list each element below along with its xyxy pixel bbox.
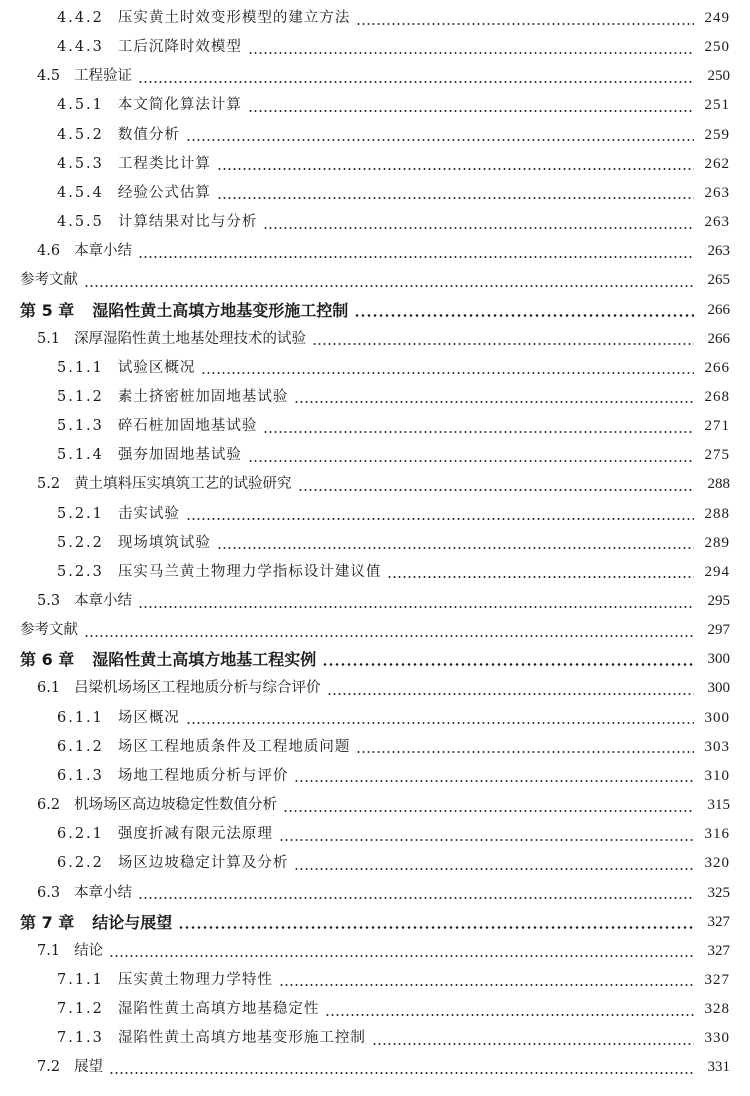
toc-entry-page-number: 268 [704,388,730,405]
toc-chapter-entry[interactable] [0,296,750,325]
toc-entry-page-number: 289 [704,534,730,551]
dot-leader [84,635,694,637]
toc-entry-title: 强度折减有限元法原理 [117,826,273,843]
toc-entry-page-number: 328 [704,1001,730,1018]
toc-entry-page-number: 265 [707,272,730,289]
dot-leader [248,52,694,54]
toc-section-entry[interactable] [0,879,750,908]
toc-entry-page-number: 263 [704,214,730,231]
toc-entry-title: 黄土填料压实填筑工艺的试验研究 [74,476,292,493]
toc-section-entry[interactable] [0,500,750,529]
toc-section-entry[interactable] [0,237,750,266]
dot-leader [356,23,694,25]
dot-leader [109,1072,694,1074]
toc-entry-page-number: 250 [704,39,730,56]
toc-section-entry[interactable] [0,937,750,966]
toc-entry-page-number: 297 [707,622,730,639]
toc-entry-page-number: 262 [704,155,730,172]
toc-entry-number: 6.2 [37,797,61,814]
toc-entry-number: 6.1 [37,680,61,697]
toc-entry-title: 场地工程地质分析与评价 [117,767,289,784]
toc-entry-number: 6.1.1 [57,709,104,726]
toc-entry-title: 机场场区高边坡稳定性数值分析 [74,797,278,814]
toc-section-entry[interactable] [0,91,750,120]
dot-leader [217,547,694,549]
toc-entry-title: 参考文献 [20,272,78,289]
toc-entry-title: 吕梁机场场区工程地质分析与综合评价 [74,680,321,697]
dot-leader [186,139,694,141]
toc-entry-title: 湿陷性黄土高填方地基变形施工控制 [117,1030,366,1047]
dot-leader [201,372,694,374]
dot-leader [217,168,694,170]
toc-entry-page-number: 266 [704,359,730,376]
toc-entry-page-number: 300 [704,709,730,726]
toc-section-entry[interactable] [0,354,750,383]
toc-entry-title: 压实马兰黄土物理力学指标设计建议值 [117,563,382,580]
toc-entry-number: 4.5.2 [57,126,104,143]
toc-entry-title: 结论 [74,942,104,959]
toc-entry-title: 参考文献 [20,622,78,639]
toc-entry-number: 4.5.5 [57,214,104,231]
toc-references-entry[interactable] [0,616,750,645]
toc-entry-number: 4.5.3 [57,155,104,172]
dot-leader [217,197,694,199]
toc-entry-number: 4.4.3 [57,39,104,56]
toc-entry-number: 第 6 章 [20,650,75,670]
toc-section-entry[interactable] [0,674,750,703]
toc-entry-number: 6.2.2 [57,855,104,872]
toc-entry-number: 4.5 [37,68,61,85]
toc-section-entry[interactable] [0,587,750,616]
toc-entry-number: 第 5 章 [20,300,75,320]
toc-entry-title: 本文简化算法计算 [117,97,242,114]
dot-leader [186,722,694,724]
toc-entry-title: 试验区概况 [117,359,196,376]
toc-entry-number: 第 7 章 [20,912,75,932]
toc-entry-number: 6.1.2 [57,738,104,755]
toc-entry-number: 5.1.1 [57,359,104,376]
dot-leader [279,984,694,986]
toc-entry-page-number: 300 [707,651,730,668]
dot-leader [248,110,694,112]
toc-entry-title: 湿陷性黄土高填方地基变形施工控制 [92,300,349,320]
dot-leader [279,839,694,841]
toc-section-entry[interactable] [0,820,750,849]
toc-section-entry[interactable] [0,441,750,470]
toc-section-entry[interactable] [0,704,750,733]
toc-entry-number: 7.1.2 [57,1001,104,1018]
toc-entry-number: 5.3 [37,593,61,609]
toc-entry-title: 压实黄土时效变形模型的建立方法 [117,10,351,26]
dot-leader [248,460,694,462]
toc-entry-page-number: 327 [704,971,730,988]
dot-leader [325,1014,694,1016]
toc-entry-title: 本章小结 [74,243,133,260]
dot-leader [298,489,694,491]
toc-entry-page-number: 315 [707,797,730,814]
toc-entry-number: 5.1 [37,330,61,347]
dot-leader [372,1043,694,1045]
toc-section-entry[interactable] [0,208,750,237]
toc-entry-title: 结论与展望 [92,912,173,932]
toc-entry-page-number: 327 [707,942,730,959]
toc-entry-title: 湿陷性黄土高填方地基工程实例 [92,650,317,670]
toc-entry-title: 工程验证 [74,68,133,85]
toc-entry-page-number: 259 [704,126,730,143]
toc-entry-page-number: 316 [704,826,730,843]
toc-section-entry[interactable] [0,849,750,878]
toc-chapter-entry[interactable] [0,645,750,674]
dot-leader [263,431,694,433]
toc-section-entry[interactable] [0,1024,750,1053]
dot-leader [312,343,694,345]
dot-leader [322,663,694,666]
toc-entry-number: 5.2.2 [57,534,104,551]
toc-entry-title: 素土挤密桩加固地基试验 [117,388,289,405]
dot-leader [294,868,694,870]
dot-leader [138,256,694,258]
toc-entry-number: 6.2.1 [57,826,104,843]
toc-entry-number: 4.5.4 [57,184,104,201]
toc-entry-page-number: 303 [704,738,730,755]
toc-entry-title: 深厚湿陷性黄土地基处理技术的试验 [74,330,307,347]
toc-entry-title: 计算结果对比与分析 [117,214,258,231]
toc-entry-title: 本章小结 [74,593,133,609]
toc-entry-number: 7.2 [37,1059,61,1076]
toc-section-entry[interactable] [0,325,750,354]
toc-entry-number: 5.1.2 [57,388,104,405]
toc-section-entry[interactable] [0,121,750,150]
toc-section-entry[interactable] [0,966,750,995]
toc-entry-title: 经验公式估算 [117,184,211,201]
toc-entry-number: 4.6 [37,243,61,260]
toc-references-entry[interactable] [0,266,750,295]
toc-entry-title: 压实黄土物理力学特性 [117,971,273,988]
toc-entry-page-number: 294 [704,563,730,580]
toc-entry-number: 7.1.1 [57,971,104,988]
toc-entry-page-number: 250 [707,68,730,85]
toc-section-entry[interactable] [0,62,750,91]
toc-entry-title: 本章小结 [74,884,133,901]
toc-entry-number: 5.2.3 [57,563,104,580]
toc-entry-page-number: 325 [707,884,730,901]
toc-entry-title: 工后沉降时效模型 [117,39,242,56]
toc-entry-page-number: 331 [707,1059,730,1076]
toc-entry-number: 6.3 [37,884,61,901]
toc-entry-page-number: 263 [707,243,730,260]
toc-entry-title: 场区概况 [117,709,180,726]
toc-chapter-entry[interactable] [0,908,750,937]
dot-leader [294,780,694,782]
toc-section-entry[interactable] [0,791,750,820]
toc-section-entry[interactable] [0,733,750,762]
dot-leader [84,285,694,287]
toc-entry-title: 湿陷性黄土高填方地基稳定性 [117,1001,320,1018]
toc-entry-title: 场区边坡稳定计算及分析 [117,855,289,872]
toc-entry-page-number: 266 [707,301,730,318]
dot-leader [138,897,694,899]
toc-entry-number: 7.1 [37,942,61,959]
toc-entry-page-number: 251 [704,97,730,114]
toc-entry-title: 现场填筑试验 [117,534,211,551]
toc-entry-page-number: 288 [707,476,730,493]
toc-entry-title: 展望 [74,1059,104,1076]
toc-entry-page-number: 300 [707,680,730,697]
toc-section-entry[interactable] [0,558,750,587]
toc-section-entry[interactable] [0,1053,750,1082]
toc-entry-title: 击实试验 [117,505,180,522]
dot-leader [354,314,694,317]
toc-entry-number: 6.1.3 [57,767,104,784]
dot-leader [283,810,694,812]
toc-entry-number: 5.2.1 [57,505,104,522]
toc-entry-number: 4.5.1 [57,97,104,114]
dot-leader [138,606,694,608]
toc-entry-number: 5.1.4 [57,447,104,464]
toc-section-entry[interactable] [0,995,750,1024]
dot-leader [186,518,694,520]
dot-leader [327,693,694,695]
dot-leader [178,926,694,929]
toc-entry-page-number: 275 [704,447,730,464]
toc-entry-title: 数值分析 [117,126,180,143]
dot-leader [138,81,694,83]
toc-entry-title: 强夯加固地基试验 [117,447,242,464]
toc-section-entry[interactable] [0,412,750,441]
toc-section-entry[interactable] [0,150,750,179]
toc-section-entry[interactable] [0,762,750,791]
toc-entry-title: 碎石桩加固地基试验 [117,418,258,435]
toc-entry-page-number: 320 [704,855,730,872]
toc-section-entry[interactable] [0,33,750,62]
toc-section-entry[interactable] [0,383,750,412]
dot-leader [294,401,694,403]
toc-entry-page-number: 266 [707,330,730,347]
toc-entry-title: 场区工程地质条件及工程地质问题 [117,738,351,755]
toc-entry-page-number: 330 [704,1030,730,1047]
toc-section-entry[interactable] [0,529,750,558]
dot-leader [263,227,694,229]
toc-section-entry[interactable] [0,470,750,499]
toc-entry-page-number: 310 [704,767,730,784]
toc-entry-title: 工程类比计算 [117,155,211,172]
toc-entry-page-number: 295 [707,593,730,609]
toc-entry-page-number: 263 [704,184,730,201]
toc-entry-number: 5.2 [37,476,61,493]
dot-leader [356,751,694,753]
toc-entry-page-number: 249 [704,10,730,26]
dot-leader [387,576,694,578]
toc-section-entry[interactable] [0,179,750,208]
toc-entry-page-number: 271 [704,418,730,435]
toc-entry-page-number: 327 [707,913,730,930]
toc-entry-number: 4.4.2 [57,10,104,26]
toc-entry-number: 7.1.3 [57,1030,104,1047]
toc-section-entry[interactable] [0,4,750,33]
dot-leader [109,955,694,957]
toc-entry-number: 5.1.3 [57,418,104,435]
toc-entry-page-number: 288 [704,505,730,522]
